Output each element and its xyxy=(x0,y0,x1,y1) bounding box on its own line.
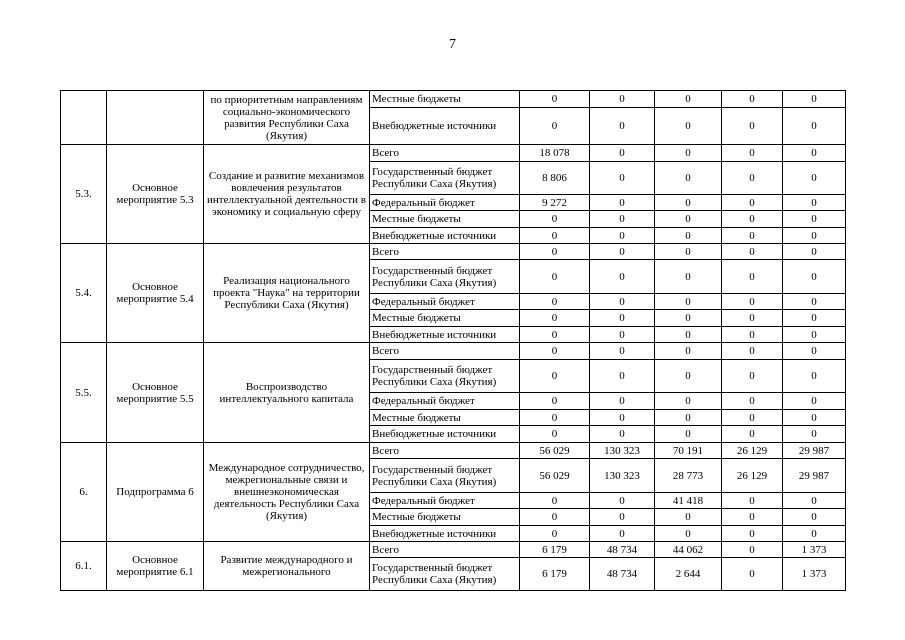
table-row xyxy=(61,145,846,162)
amount-cell: 0 xyxy=(590,360,655,393)
amount-cell: 0 xyxy=(722,294,783,310)
amount-cell: 0 xyxy=(722,162,783,195)
amount-cell: 0 xyxy=(590,211,655,228)
table-row xyxy=(61,443,846,459)
funding-source: Федеральный бюджет xyxy=(370,493,520,509)
amount-cell: 0 xyxy=(783,509,846,526)
amount-cell: 26 129 xyxy=(722,459,783,493)
amount-cell: 0 xyxy=(655,108,722,145)
amount-cell: 0 xyxy=(722,542,783,558)
amount-cell: 0 xyxy=(783,244,846,260)
amount-cell: 0 xyxy=(655,162,722,195)
funding-source: Всего xyxy=(370,443,520,459)
amount-cell: 0 xyxy=(722,260,783,294)
amount-cell: 0 xyxy=(590,145,655,162)
row-description: Создание и развитие механизмов вовлечения результатов интеллектуальной деятельности в экономику и социальную сферу xyxy=(204,145,370,244)
amount-cell: 0 xyxy=(722,360,783,393)
amount-cell: 0 xyxy=(520,360,590,393)
amount-cell: 0 xyxy=(783,145,846,162)
amount-cell: 0 xyxy=(722,91,783,108)
row-name: Подпрограмма 6 xyxy=(107,443,204,542)
table-row xyxy=(61,542,846,558)
amount-cell: 0 xyxy=(783,360,846,393)
amount-cell: 0 xyxy=(783,526,846,542)
amount-cell: 0 xyxy=(655,426,722,443)
funding-source: Местные бюджеты xyxy=(370,310,520,327)
amount-cell: 0 xyxy=(722,108,783,145)
budget-table xyxy=(60,90,846,591)
row-description: Воспроизводство интеллектуального капитала xyxy=(204,343,370,443)
amount-cell: 0 xyxy=(655,410,722,426)
amount-cell: 0 xyxy=(783,228,846,244)
amount-cell: 0 xyxy=(783,195,846,211)
amount-cell: 0 xyxy=(520,108,590,145)
amount-cell: 0 xyxy=(783,91,846,108)
funding-source: Местные бюджеты xyxy=(370,91,520,108)
table-row xyxy=(61,343,846,360)
funding-source: Внебюджетные источники xyxy=(370,526,520,542)
amount-cell: 8 806 xyxy=(520,162,590,195)
amount-cell: 0 xyxy=(520,410,590,426)
amount-cell: 0 xyxy=(722,426,783,443)
amount-cell: 0 xyxy=(590,343,655,360)
amount-cell: 0 xyxy=(722,211,783,228)
amount-cell: 0 xyxy=(655,211,722,228)
amount-cell: 0 xyxy=(722,195,783,211)
row-description: Развитие международного и межрегионального xyxy=(204,542,370,591)
amount-cell: 0 xyxy=(520,343,590,360)
amount-cell: 0 xyxy=(520,260,590,294)
amount-cell: 0 xyxy=(590,426,655,443)
amount-cell: 29 987 xyxy=(783,459,846,493)
amount-cell: 0 xyxy=(520,526,590,542)
amount-cell: 0 xyxy=(655,310,722,327)
amount-cell: 0 xyxy=(655,393,722,410)
amount-cell: 0 xyxy=(655,260,722,294)
amount-cell: 70 191 xyxy=(655,443,722,459)
amount-cell: 0 xyxy=(590,310,655,327)
row-name: Основное мероприятие 6.1 xyxy=(107,542,204,591)
amount-cell: 0 xyxy=(520,244,590,260)
amount-cell: 0 xyxy=(520,509,590,526)
amount-cell: 0 xyxy=(655,509,722,526)
amount-cell: 9 272 xyxy=(520,195,590,211)
amount-cell: 0 xyxy=(783,310,846,327)
funding-source: Федеральный бюджет xyxy=(370,294,520,310)
row-number: 6.1. xyxy=(61,542,107,591)
amount-cell: 0 xyxy=(783,493,846,509)
amount-cell: 56 029 xyxy=(520,443,590,459)
amount-cell: 0 xyxy=(590,294,655,310)
amount-cell: 0 xyxy=(783,211,846,228)
amount-cell: 0 xyxy=(722,526,783,542)
funding-source: Внебюджетные источники xyxy=(370,426,520,443)
amount-cell: 0 xyxy=(655,91,722,108)
funding-source: Местные бюджеты xyxy=(370,509,520,526)
row-name: Основное мероприятие 5.4 xyxy=(107,244,204,343)
amount-cell: 0 xyxy=(655,294,722,310)
amount-cell: 0 xyxy=(783,393,846,410)
amount-cell: 0 xyxy=(590,91,655,108)
amount-cell: 28 773 xyxy=(655,459,722,493)
amount-cell: 0 xyxy=(655,343,722,360)
funding-source: Всего xyxy=(370,343,520,360)
funding-source: Всего xyxy=(370,145,520,162)
amount-cell: 0 xyxy=(520,327,590,343)
row-description: Международное сотрудничество, межрегиональные связи и внешнеэкономическая деятельность Республики Саха (Якутия) xyxy=(204,443,370,542)
amount-cell: 0 xyxy=(590,393,655,410)
amount-cell: 0 xyxy=(783,327,846,343)
amount-cell: 0 xyxy=(590,108,655,145)
amount-cell: 0 xyxy=(520,310,590,327)
amount-cell: 0 xyxy=(783,162,846,195)
table-row xyxy=(61,91,846,108)
funding-source: Внебюджетные источники xyxy=(370,108,520,145)
amount-cell: 56 029 xyxy=(520,459,590,493)
funding-source: Местные бюджеты xyxy=(370,410,520,426)
funding-source: Всего xyxy=(370,244,520,260)
amount-cell: 0 xyxy=(722,327,783,343)
amount-cell: 0 xyxy=(590,228,655,244)
funding-source: Внебюджетные источники xyxy=(370,228,520,244)
amount-cell: 0 xyxy=(655,145,722,162)
row-number xyxy=(61,91,107,145)
amount-cell: 0 xyxy=(655,228,722,244)
amount-cell: 0 xyxy=(783,108,846,145)
funding-source: Местные бюджеты xyxy=(370,211,520,228)
amount-cell: 0 xyxy=(590,509,655,526)
amount-cell: 2 644 xyxy=(655,558,722,591)
amount-cell: 0 xyxy=(722,228,783,244)
amount-cell: 6 179 xyxy=(520,558,590,591)
funding-source: Федеральный бюджет xyxy=(370,393,520,410)
row-number: 5.5. xyxy=(61,343,107,443)
page-number: 7 xyxy=(449,37,456,52)
amount-cell: 0 xyxy=(520,393,590,410)
amount-cell: 48 734 xyxy=(590,542,655,558)
amount-cell: 0 xyxy=(655,360,722,393)
amount-cell: 48 734 xyxy=(590,558,655,591)
row-number: 5.4. xyxy=(61,244,107,343)
row-name: Основное мероприятие 5.3 xyxy=(107,145,204,244)
amount-cell: 0 xyxy=(722,493,783,509)
amount-cell: 0 xyxy=(590,162,655,195)
amount-cell: 0 xyxy=(655,327,722,343)
amount-cell: 0 xyxy=(590,195,655,211)
amount-cell: 0 xyxy=(590,327,655,343)
amount-cell: 0 xyxy=(520,211,590,228)
amount-cell: 0 xyxy=(655,526,722,542)
amount-cell: 1 373 xyxy=(783,558,846,591)
amount-cell: 0 xyxy=(590,260,655,294)
funding-source: Внебюджетные источники xyxy=(370,327,520,343)
row-name xyxy=(107,91,204,145)
amount-cell: 0 xyxy=(520,426,590,443)
amount-cell: 0 xyxy=(722,343,783,360)
row-description: Реализация национального проекта "Наука" на территории Республики Саха (Якутия) xyxy=(204,244,370,343)
table-row xyxy=(61,244,846,260)
amount-cell: 0 xyxy=(590,244,655,260)
amount-cell: 0 xyxy=(722,310,783,327)
amount-cell: 0 xyxy=(590,526,655,542)
amount-cell: 44 062 xyxy=(655,542,722,558)
amount-cell: 0 xyxy=(783,410,846,426)
amount-cell: 0 xyxy=(722,509,783,526)
amount-cell: 0 xyxy=(783,260,846,294)
funding-source: Государственный бюджет Республики Саха (Якутия) xyxy=(370,360,520,393)
funding-source: Государственный бюджет Республики Саха (Якутия) xyxy=(370,459,520,493)
funding-source: Государственный бюджет Республики Саха (Якутия) xyxy=(370,558,520,591)
amount-cell: 0 xyxy=(655,195,722,211)
amount-cell: 0 xyxy=(520,91,590,108)
amount-cell: 26 129 xyxy=(722,443,783,459)
funding-source: Государственный бюджет Республики Саха (Якутия) xyxy=(370,162,520,195)
amount-cell: 6 179 xyxy=(520,542,590,558)
amount-cell: 0 xyxy=(520,493,590,509)
amount-cell: 0 xyxy=(590,493,655,509)
amount-cell: 0 xyxy=(722,244,783,260)
amount-cell: 41 418 xyxy=(655,493,722,509)
funding-source: Федеральный бюджет xyxy=(370,195,520,211)
amount-cell: 0 xyxy=(722,558,783,591)
funding-source: Всего xyxy=(370,542,520,558)
amount-cell: 0 xyxy=(655,244,722,260)
amount-cell: 18 078 xyxy=(520,145,590,162)
amount-cell: 0 xyxy=(783,294,846,310)
funding-source: Государственный бюджет Республики Саха (Якутия) xyxy=(370,260,520,294)
amount-cell: 0 xyxy=(520,228,590,244)
amount-cell: 29 987 xyxy=(783,443,846,459)
amount-cell: 0 xyxy=(722,410,783,426)
amount-cell: 0 xyxy=(783,343,846,360)
amount-cell: 0 xyxy=(783,426,846,443)
amount-cell: 0 xyxy=(520,294,590,310)
amount-cell: 130 323 xyxy=(590,443,655,459)
row-number: 6. xyxy=(61,443,107,542)
row-description: по приоритетным направлениям социально-экономического развития Республики Саха (Якутия) xyxy=(204,91,370,145)
row-number: 5.3. xyxy=(61,145,107,244)
amount-cell: 1 373 xyxy=(783,542,846,558)
amount-cell: 130 323 xyxy=(590,459,655,493)
amount-cell: 0 xyxy=(590,410,655,426)
amount-cell: 0 xyxy=(722,393,783,410)
amount-cell: 0 xyxy=(722,145,783,162)
row-name: Основное мероприятие 5.5 xyxy=(107,343,204,443)
